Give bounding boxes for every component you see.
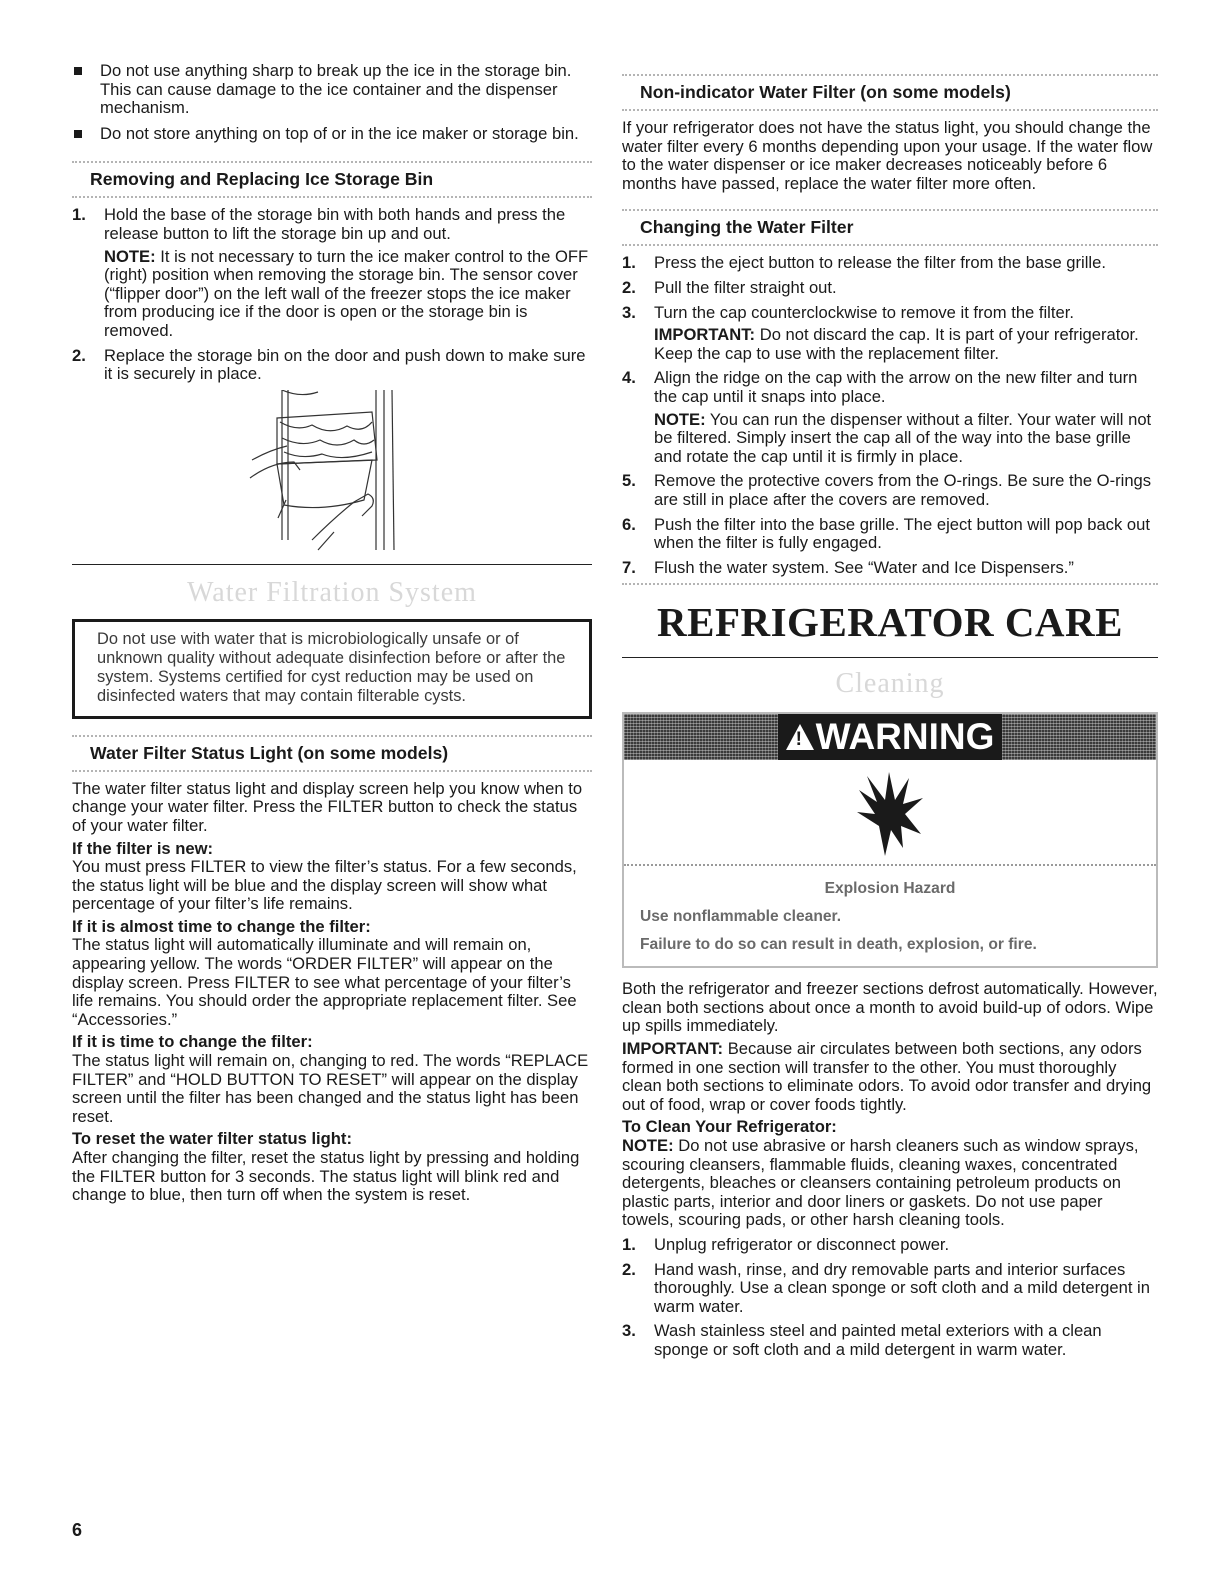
ice-bin-cautions [72,62,592,143]
step-number: 2. [622,277,636,297]
warning-consequence: Failure to do so can result in death, explosion, or fire. [640,936,1037,954]
refrigerator-care-title: REFRIGERATOR CARE [656,599,1123,646]
warning-text-area [624,866,1156,966]
dotted-divider [622,583,1158,585]
list-item [622,279,1158,298]
hazard-name: Explosion Hazard [824,880,956,898]
section-heading-status-light: Water Filter Status Light (on some models) [90,742,449,763]
ice-bin-drawing [72,390,592,560]
step-text: Unplug refrigerator or disconnect power. [654,1235,950,1254]
removing-bin-steps [72,206,592,383]
clean-refrigerator-heading: To Clean Your Refrigerator: [622,1117,837,1137]
cleaning-title: Cleaning [835,668,945,700]
warning-box [622,712,1158,968]
page-number: 6 [72,1520,83,1540]
step-number: 1. [622,1235,636,1254]
warning-instruction: Use nonflammable cleaner. [640,908,842,926]
list-item [622,1236,1158,1255]
dotted-divider [622,244,1158,246]
list-item [622,1322,1158,1359]
step-number: 1. [622,253,636,273]
note-label: NOTE: [654,409,706,429]
step-number: 4. [622,368,636,388]
list-item [72,62,592,118]
note-paragraph [654,411,1158,467]
list-item [72,206,592,340]
warning-banner [624,714,1156,760]
step-text: Replace the storage bin on the door and push down to make sure it is securely in place. [104,345,586,384]
list-item [72,347,592,384]
step-number: 7. [622,557,636,577]
dotted-divider [622,109,1158,111]
explosion-icon [855,768,925,858]
note-paragraph [104,248,592,341]
note-text: It is not necessary to turn the ice maker control to the OFF (right) position when removing the storage bin. The sensor cover (“flipper door”) on the left wall of the freezer stops the ice maker from producing ice if the door is open or the storage bin is removed. [104,246,589,340]
step-text: Wash stainless steel and painted metal exteriors with a clean sponge or soft cloth and a mild detergent in warm water. [654,1321,1102,1359]
step-text: Push the filter into the base grille. The eject button will pop back out when the filter is fully engaged. [654,514,1150,553]
note-text: Do not use abrasive or harsh cleaners such as window sprays, scouring cleansers, flammable fluids, cleaning waxes, concentrated detergents, bleaches or cleansers containing petroleum products on plastic parts, interior and door liners or gaskets. Do not use paper towels, scouring pads, or other harsh cleaning tools. [622,1136,1139,1230]
filter-almost-text: The status light will automatically illuminate and will remain on, appearing yellow. The words “ORDER FILTER” will appear on the display screen. Press FILTER to see what percentage of your filter’s life remains. You should order the appropriate replacement filter. See “Accessories.” [72,935,577,1029]
step-text: Remove the protective covers from the O-rings. Be sure the O-rings are still in place after the covers are removed. [654,471,1152,509]
important-text: Do not discard the cap. It is part of your refrigerator. Keep the cap to use with the replacement filter. [654,325,1139,363]
step-text: Press the eject button to release the filter from the base grille. [654,253,1106,273]
list-item [72,125,592,144]
note-paragraph [622,1137,1158,1230]
cleaning-steps [622,1236,1158,1360]
warning-label [778,714,1003,760]
right-column [622,62,1158,1366]
list-item [622,559,1158,578]
bullet-square-icon [74,67,82,75]
step-number: 6. [622,514,636,534]
important-paragraph [622,1040,1158,1114]
important-paragraph [654,326,1158,363]
dotted-divider [72,770,592,772]
step-number: 2. [622,1259,636,1279]
note-label: NOTE: [622,1136,674,1156]
list-item [622,369,1158,466]
filter-reset-text: After changing the filter, reset the status light by pressing and holding the FILTER button for 3 seconds. The status light will blink red and change to blue, then turn off when the system is reset. [72,1148,580,1205]
bullet-text: Do not use anything sharp to break up the ice in the storage bin. This can cause damage to the ice container and the dispenser mechanism. [100,61,572,118]
filter-time-text: The status light will remain on, changing to red. The words “REPLACE FILTER” and “HOLD BUTTON TO RESET” will appear on the display screen until the filter has been changed and the status light has been reset. [72,1051,589,1126]
filter-new-text: You must press FILTER to view the filter’s status. For a few seconds, the status light will be blue and the display screen will show what percentage of your filter’s life remains. [72,857,577,914]
ice-bin-illustration [72,390,592,560]
filter-almost-heading: If it is almost time to change the filter: [72,916,371,936]
important-label: IMPORTANT: [654,325,756,345]
note-text: You can run the dispenser without a filter. Your water will not be filtered. Simply insert the cap all of the way into the base grille and rotate the cap until it is firmly in place. [654,409,1152,466]
step-text: Flush the water system. See “Water and Ice Dispensers.” [654,557,1074,577]
important-label: IMPORTANT: [622,1039,724,1059]
step-number: 3. [622,1321,636,1341]
list-item [622,472,1158,509]
step-text: Align the ridge on the cap with the arrow on the new filter and turn the cap until it snaps into place. [654,368,1138,406]
changing-filter-steps [622,254,1158,577]
step-number: 2. [72,345,86,365]
list-item [622,1261,1158,1317]
step-text: Hand wash, rinse, and dry removable parts and interior surfaces thoroughly. Use a clean sponge or soft cloth and a mild detergent in warm water. [654,1259,1150,1316]
notice-box: Do not use with water that is microbiologically unsafe or of unknown quality without adequate disinfection before or after the system. Systems certified for cyst reduction may be used on disinfected waters that may contain filterable cysts. [72,619,592,719]
step-text: Hold the base of the storage bin with both hands and press the release button to lift the storage bin up and out. [104,205,566,243]
list-item [622,254,1158,273]
water-filtration-title: Water Filtration System [187,576,477,608]
bullet-square-icon [74,130,82,138]
step-number: 3. [622,302,636,322]
step-text: Turn the cap counterclockwise to remove it from the filter. [654,302,1074,322]
cleaning-intro: Both the refrigerator and freezer sections defrost automatically. However, clean both sections about once a month to avoid build-up of odors. Wipe up spills immediately. [622,979,1158,1036]
left-column [72,62,592,1205]
status-light-intro: The water filter status light and display screen help you know when to change your water filter. Press the FILTER button to check the status of your water filter. [72,778,583,835]
section-heading-removing-bin: Removing and Replacing Ice Storage Bin [90,169,434,190]
step-number: 5. [622,471,636,491]
list-item [622,304,1158,364]
section-heading-non-indicator: Non-indicator Water Filter (on some models) [640,82,1011,102]
important-text: Because air circulates between both sections, any odors formed in one section will transfer to the other. You must thoroughly clean both sections to eliminate odors. To avoid odor transfer and drying out of food, wrap or cover foods tightly. [622,1039,1152,1114]
section-heading-changing-filter: Changing the Water Filter [640,217,854,238]
warning-symbol-area [624,760,1156,866]
warning-word: WARNING [815,716,995,758]
section-divider [622,657,1158,658]
filter-time-heading: If it is time to change the filter: [72,1032,313,1052]
dotted-divider [72,196,592,198]
step-number: 1. [72,205,86,225]
warning-triangle-icon [786,724,814,750]
bullet-text: Do not store anything on top of or in the ice maker or storage bin. [100,123,579,143]
section-divider [72,564,592,565]
note-label: NOTE: [104,246,156,266]
list-item [622,516,1158,553]
filter-new-heading: If the filter is new: [72,838,214,858]
step-text: Pull the filter straight out. [654,277,837,297]
filter-reset-heading: To reset the water filter status light: [72,1129,352,1149]
non-indicator-text: If your refrigerator does not have the status light, you should change the water filter every 6 months depending upon your usage. If the water flow to the water dispenser or ice maker decreases noticeably before 6 months have passed, replace the water filter more often. [622,118,1153,193]
